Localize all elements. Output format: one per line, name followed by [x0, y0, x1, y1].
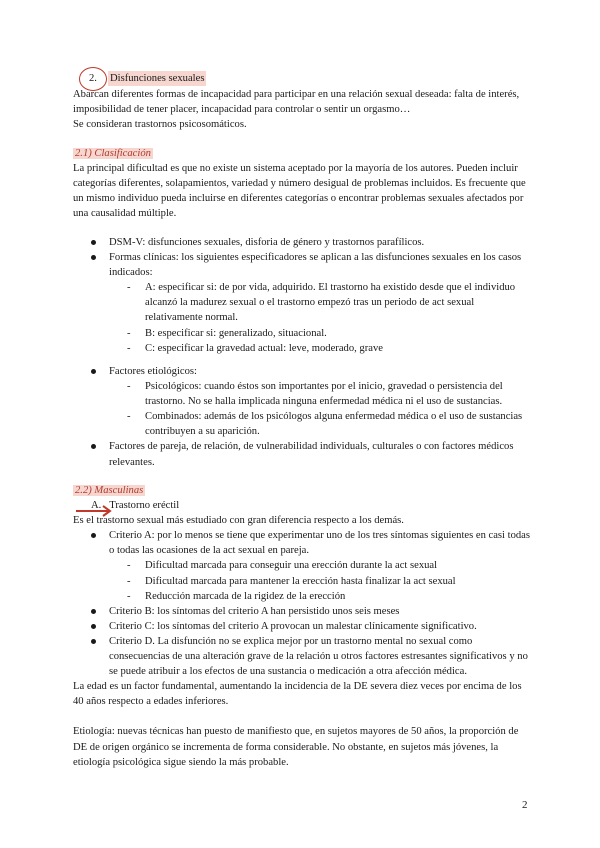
- list-item-pareja: Factores de pareja, de relación, de vulnerabilidad individuals, culturales o con factores médicos relevantes.: [73, 439, 531, 469]
- trastorno-erectil-item: [73, 498, 531, 513]
- criterio-b: Criterio B: los síntomas del criterio A han persistido unos seis meses: [73, 604, 531, 619]
- sub-item: - Reducción marcada de la rigidez de la erección: [109, 589, 531, 604]
- sub-item: - B: especificar si: generalizado, situacional.: [109, 326, 531, 341]
- masculinas-heading: 2.2) Masculinas: [75, 485, 144, 496]
- erectil-intro: Es el trastorno sexual más estudiado con gran diferencia respecto a los demás.: [73, 515, 404, 527]
- etiologia-paragraph: Etiología: nuevas técnicas han puesto de manifiesto que, en sujetos mayores de 50 años, la proporción de DE de origen orgánico se incrementa de forma considerable. No obstante, en sujetos más jóvenes, la etiología psicológica sigue siendo la más probable.: [73, 726, 519, 768]
- list-item-formas: Formas clínicas: los siguientes especificadores se aplican a las disfunciones sexuales en los casos indicados: - A: especificar si: de por vida, adquirido. El trastorno ha existido desde que el individuo alcanzó la madurez sexual o el trastorno empezó tras un periodo de act sexual relativamente normal. - B: especificar si: generalizado, situacional. - C: especificar la gravedad actual: leve, moderado, grave: [73, 250, 531, 356]
- criterio-a: Criterio A: por lo menos se tiene que experimentar uno de los tres síntomas siguientes en casi todas o todas las ocasiones de la act sexual en pareja. - Dificultad marcada para conseguir una erección durante la act sexual - Dificultad marcada para mantener la erección hasta finalizar la act sexual - Reducción marcada de la rigidez de la erección: [73, 528, 531, 603]
- page-number: 2: [522, 799, 528, 811]
- section-intro: [73, 87, 531, 132]
- clasificacion-section: [73, 146, 531, 221]
- item-title: Trastorno eréctil: [109, 500, 180, 512]
- sub-item: - C: especificar la gravedad actual: leve, moderado, grave: [109, 341, 531, 356]
- list-item-dsm: DSM-V: disfunciones sexuales, disforia de género y trastornos parafílicos.: [73, 235, 531, 250]
- factores-list: [73, 364, 531, 470]
- clasificacion-list: [73, 235, 531, 356]
- section-number: 2.: [89, 73, 97, 84]
- intro-paragraph: Abarcan diferentes formas de incapacidad para participar en una relación sexual deseada: falta de interés, imposibilidad de tener placer, incapacidad para controlar o sentir un orgasmo…: [73, 89, 520, 116]
- arrow-right-icon: [75, 505, 115, 517]
- sub-item: - Dificultad marcada para mantener la erección hasta finalizar la act sexual: [109, 574, 531, 589]
- masculinas-section: [73, 483, 531, 770]
- list-item-factores: Factores etiológicos: - Psicológicos: cuando éstos son importantes por el inicio, gravedad o persistencia del trastorno. No se halla implicada ninguna enfermedad médica ni el uso de sustancias. - Combinados: además de los psicólogos alguna enfermedad médica o el uso de sustancias contribuyen a su aparición.: [73, 364, 531, 439]
- criterio-d: Criterio D. La disfunción no se explica mejor por un trastorno mental no sexual como consecuencias de una alteración grave de la relación u otros factores estresantes significativos y no se puede atribuir a los efectos de una sustancia o medicación a otra afección médica.: [73, 634, 531, 679]
- sub-item: - Combinados: además de los psicólogos alguna enfermedad médica o el uso de sustancias contribuyen a su aparición.: [109, 409, 531, 439]
- clasificacion-paragraph: La principal dificultad es que no existe un sistema aceptado por la mayoría de los autores. Pueden incluir categorías diferentes, solapamientos, variedad y número desigual de problemas incluidos. Es frecuente que un mismo individuo pueda incluirse en diferentes categorías o encontrar problemas sexuales afectados por una causalidad múltiple.: [73, 163, 526, 220]
- item-letter: A.: [91, 500, 102, 512]
- edad-paragraph: La edad es un factor fundamental, aumentando la incidencia de la DE severa diez veces por encima de los 40 años respecto a edades inferiores.: [73, 681, 522, 708]
- section-title: Disfunciones sexuales: [108, 71, 206, 86]
- clasificacion-heading: 2.1) Clasificación: [75, 148, 151, 159]
- sub-item: - A: especificar si: de por vida, adquirido. El trastorno ha existido desde que el individuo alcanzó la madurez sexual o el trastorno empezó tras un periodo de act sexual relativamente normal.: [109, 280, 531, 325]
- section-heading: [79, 67, 519, 87]
- criterio-c: Criterio C: los síntomas del criterio A provocan un malestar clínicamente significativo.: [73, 619, 531, 634]
- sub-item: - Dificultad marcada para conseguir una erección durante la act sexual: [109, 558, 531, 573]
- sub-item: - Psicológicos: cuando éstos son importantes por el inicio, gravedad o persistencia del trastorno. No se halla implicada ninguna enfermedad médica ni el uso de sustancias.: [109, 379, 531, 409]
- psychosomatic-note: Se consideran trastornos psicosomáticos.: [73, 119, 247, 131]
